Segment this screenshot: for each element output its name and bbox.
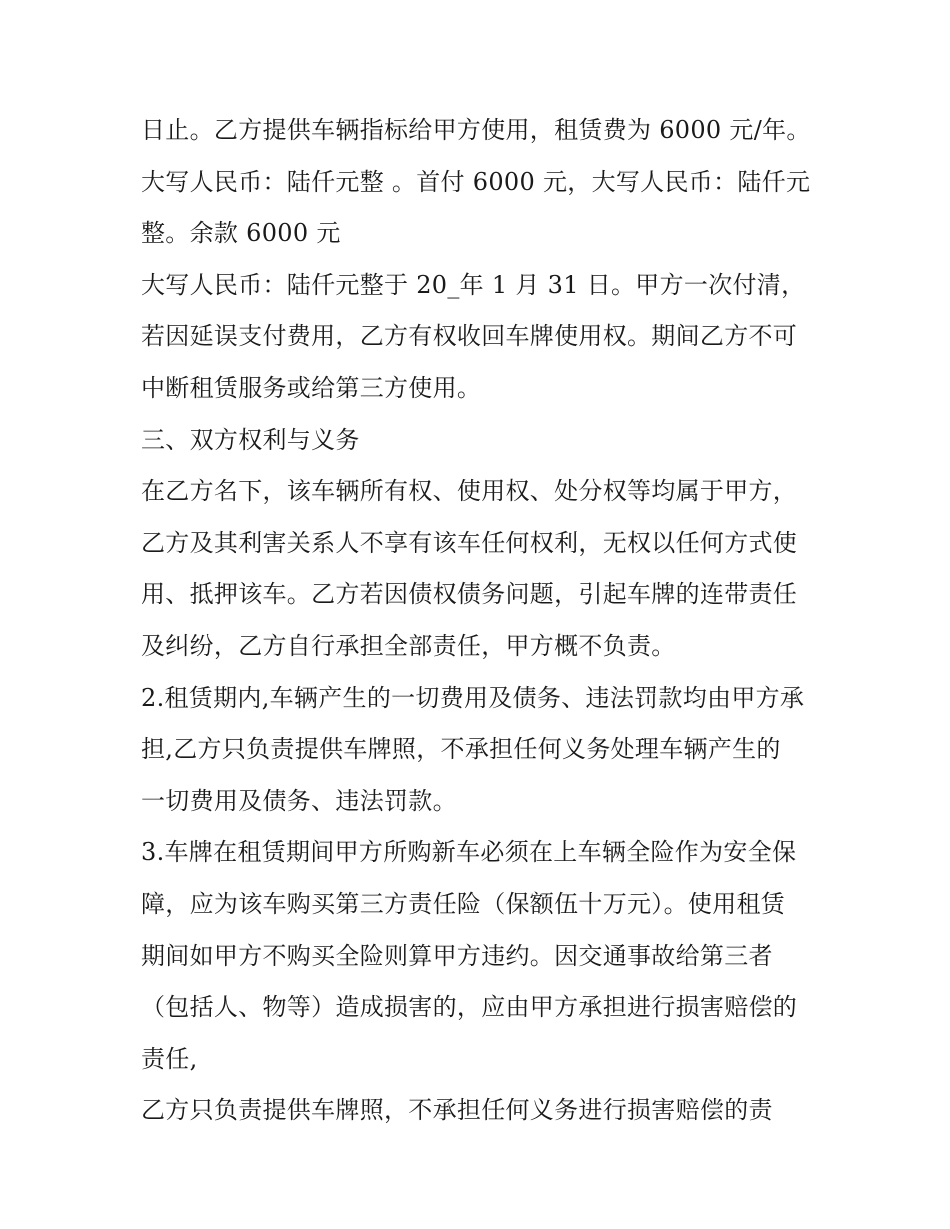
text-line: 期间如甲方不购买全险则算甲方违约。因交通事故给第三者 xyxy=(141,941,773,970)
text-line: （包括人、物等）造成损害的，应由甲方承担进行损害赔偿的 xyxy=(141,993,798,1022)
text-line: 乙方及其利害关系人不享有该车任何权利，无权以任何方式使 xyxy=(141,528,798,557)
section-heading: 三、双方权利与义务 xyxy=(141,425,360,454)
text-line: 整。余款 6000 元 xyxy=(141,219,341,248)
document-body xyxy=(141,105,821,1137)
text-line: 障，应为该车购买第三方责任险（保额伍十万元）。使用租赁 xyxy=(141,889,786,918)
numbered-clause-line: 3.车牌在租赁期间甲方所购新车必须在上车辆全险作为安全保 xyxy=(141,838,797,867)
text-line: 担,乙方只负责提供车牌照，不承担任何义务处理车辆产生的 xyxy=(141,735,781,764)
text-line: 责任, xyxy=(141,1044,198,1073)
text-line: 大写人民币：陆仟元整于 20_年 1 月 31 日。甲方一次付清， xyxy=(141,270,806,299)
text-line: 大写人民币：陆仟元整 。首付 6000 元，大写人民币：陆仟元 xyxy=(141,167,811,196)
text-line: 若因延误支付费用，乙方有权收回车牌使用权。期间乙方不可 xyxy=(141,322,798,351)
text-line: 一切费用及债务、违法罚款。 xyxy=(141,786,457,815)
text-line: 日止。乙方提供车辆指标给甲方使用，租赁费为 6000 元/年。 xyxy=(141,116,811,144)
numbered-clause-line: 2.租赁期内,车辆产生的一切费用及债务、违法罚款均由甲方承 xyxy=(141,683,805,712)
text-line: 及纠纷，乙方自行承担全部责任，甲方概不负责。 xyxy=(141,631,676,660)
text-line: 乙方只负责提供车牌照，不承担任何义务进行损害赔偿的责 xyxy=(141,1096,773,1125)
text-line: 用、抵押该车。乙方若因债权债务问题，引起车牌的连带责任 xyxy=(141,580,798,609)
text-line: 中断租赁服务或给第三方使用。 xyxy=(141,373,482,402)
text-line: 在乙方名下，该车辆所有权、使用权、处分权等均属于甲方， xyxy=(141,477,798,506)
